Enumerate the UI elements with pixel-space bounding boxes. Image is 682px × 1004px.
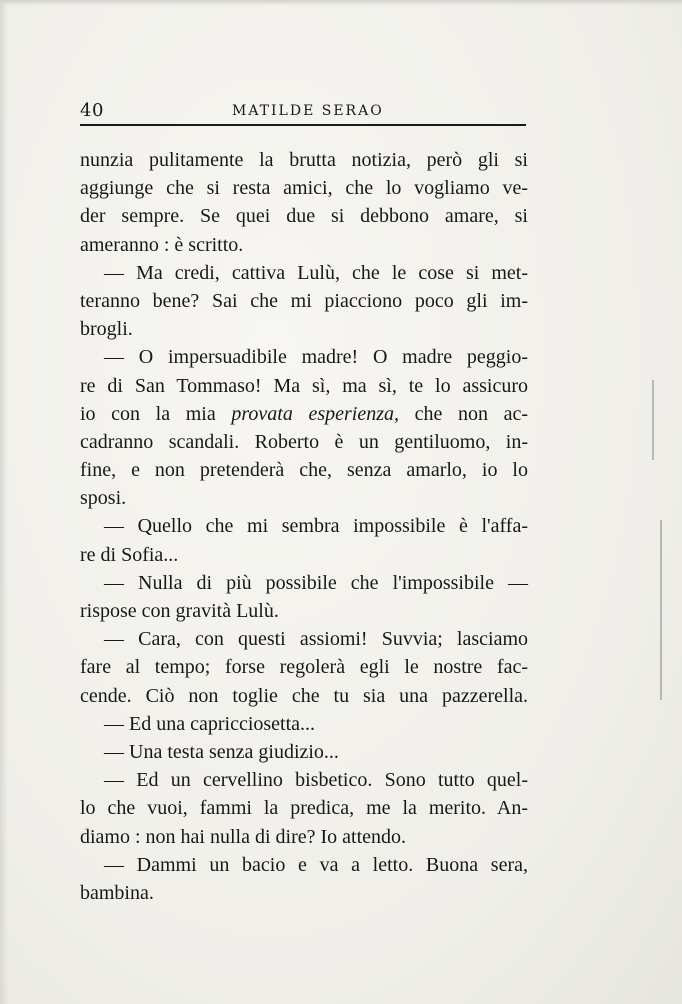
text-line: — Quello che mi sembra impossibile è l'affa- [104, 515, 528, 538]
text-line: — Ma credi, cattiva Lulù, che le cose si met- [104, 261, 528, 284]
text-line: — Ed una capricciosetta... [104, 712, 316, 735]
margin-pencil-mark [660, 520, 662, 700]
text-line: der sempre. Se quei due si debbono amare, si [80, 205, 528, 228]
text-line: — Dammi un bacio e va a letto. Buona sera, [104, 853, 528, 876]
text-line: — Una testa senza giudizio... [104, 740, 339, 763]
text-line: — Nulla di più possibile che l'impossibile — [104, 571, 528, 594]
text-line: ameranno : è scritto. [80, 233, 244, 256]
text-line: brogli. [80, 318, 133, 341]
text-line: aggiunge che si resta amici, che lo vogliamo ve- [80, 177, 528, 200]
text-line: nunzia pulitamente la brutta notizia, però gli si [80, 149, 528, 171]
text-line: fine, e non pretenderà che, senza amarlo, io lo [80, 459, 528, 482]
italic-phrase: provata esperienza, [231, 402, 399, 425]
text-line: teranno bene? Sai che mi piacciono poco gli im- [80, 289, 528, 312]
text-line: diamo : non hai nulla di dire? Io attendo. [80, 825, 407, 848]
text-line: rispose con gravità Lulù. [80, 600, 279, 622]
line-segment: che non ac- [398, 402, 529, 425]
text-line: re di San Tommaso! Ma sì, ma sì, te lo assicuro [80, 374, 528, 397]
text-line-with-italic [80, 400, 528, 428]
line-segment: io con la mia [80, 402, 232, 425]
page-header [80, 100, 525, 126]
running-head: MATILDE SERAO [232, 103, 384, 119]
page-number: 40 [80, 100, 104, 121]
text-line: sposi. [80, 487, 127, 510]
text-line: cadranno scandali. Roberto è un gentiluomo, in- [80, 430, 528, 453]
page-edge-shadow [0, 0, 8, 1004]
text-line: bambina. [80, 881, 154, 904]
text-line: — Cara, con questi assiomi! Suvvia; lasciamo [104, 628, 528, 651]
page-top-shadow [0, 0, 682, 6]
text-line: re di Sofia... [80, 543, 179, 566]
text-line: fare al tempo; forse regolerà egli le nostre fac- [80, 656, 528, 679]
header-rule [80, 124, 526, 126]
text-line: — O impersuadibile madre! O madre peggio- [104, 346, 528, 369]
text-line: — Ed un cervellino bisbetico. Sono tutto quel- [104, 769, 528, 792]
text-line: lo che vuoi, fammi la predica, me la merito. An- [80, 797, 528, 820]
margin-pencil-mark [652, 380, 654, 460]
body-text [80, 146, 528, 907]
text-line: cende. Ciò non toglie che tu sia una pazzerella. [80, 684, 528, 707]
